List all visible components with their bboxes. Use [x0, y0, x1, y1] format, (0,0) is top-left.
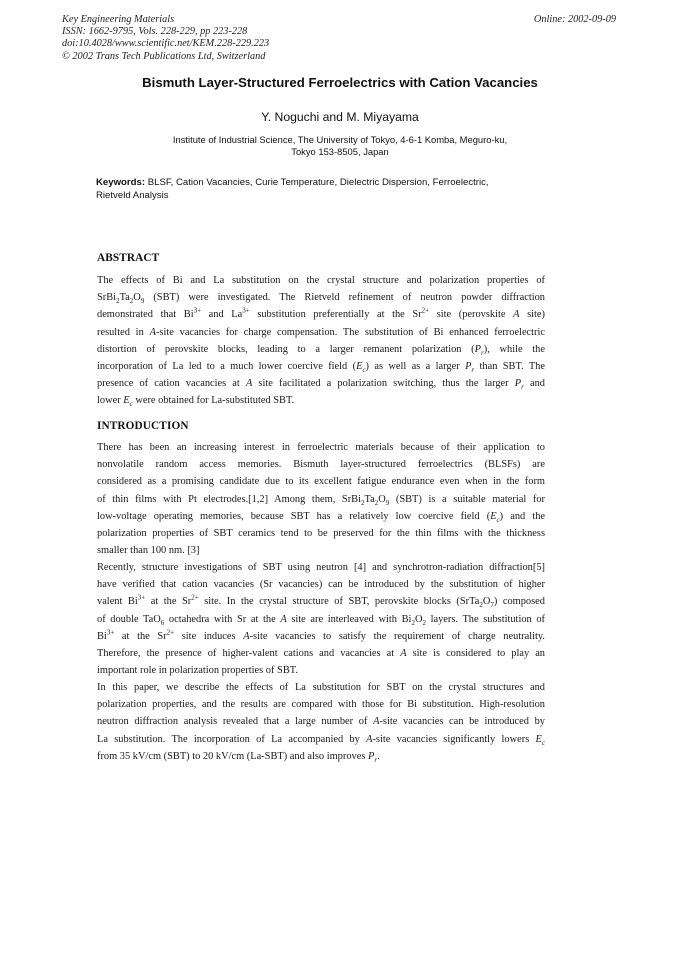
journal-name: Key Engineering Materials — [62, 14, 175, 25]
paper-title: Bismuth Layer-Structured Ferroelectrics with Cation Vacancies — [142, 75, 538, 90]
introduction-paragraph-1: There has been an increasing interest in ferroelectric materials because of their application to nonvolatile random access memories. Bismuth layer-structured ferroelectrics (BLSFs) are considered as a promising candidate due to its excellent fatigue endurance even when in the form of thin films with Pt electrodes.[1,2] Among them, $SrBi_2Ta_2O_9$ (SBT) is a suitable material for low-voltage operating memories, because SBT has a relatively low coercive field $(E_c)$ and the polarization properties of SBT ceramics tend to be preserved for the thin films with the thickness smaller than 100 nm. [3] — [97, 442, 545, 557]
keywords-label: Keywords: — [96, 177, 146, 188]
journal-header — [62, 14, 269, 63]
introduction-heading: INTRODUCTION — [97, 420, 189, 432]
journal-doi: doi:10.4028/www.scientific.net/KEM.228-229.223 — [62, 38, 270, 50]
abstract-paragraph: The effects of Bi and La substitution on the crystal structure and polarization properties of $SrBi_2Ta_2O_9$ (SBT) were investigated. The Rietveld refinement of neutron powder diffraction demonstrated that $Bi^{3+}$ and $La^{3+}$ substitution preferentially at the $Sr^{2+}$ site (perovskite A site) resulted in A-site vacancies for charge compensation. The substitution of Bi enhanced ferroelectric distortion of perovskite blocks, leading to a larger remanent polarization $(P_r)$, while the incorporation of La led to a much lower coercive field $(E_c)$ as well as a larger $P_r$ than SBT. The presence of cation vacancies at A site facilitated a polarization switching, thus the larger $P_r$ and lower $E_c$ were obtained for La-substituted SBT. — [97, 275, 545, 409]
journal-copyright: © 2002 Trans Tech Publications Ltd, Switzerland — [62, 50, 266, 62]
keywords — [96, 177, 586, 202]
affiliation-line-1: Institute of Industrial Science, The University of Tokyo, 4-6-1 Komba, Meguro-ku, — [172, 134, 508, 145]
introduction-paragraph-3: In this paper, we describe the effects of La substitution for SBT on the crystal structures and polarization properties, and the results are compared with those for Bi substitution. High-resolution neutron diffraction analysis revealed that a large number of A-site vacancies can be introduced by La substitution. The incorporation of La accompanied by A-site vacancies significantly lowers $E_c$ from 35 kV/cm (SBT) to 20 kV/cm (La-SBT) and also improves $P_r$. — [97, 682, 545, 764]
paper-authors: Y. Noguchi and M. Miyayama — [261, 110, 419, 124]
affiliation — [110, 134, 570, 158]
online-date: Online: 2002-09-09 — [533, 14, 616, 25]
keywords-line-2: Rietveld Analysis — [96, 189, 169, 201]
introduction-paragraph-2: Recently, structure investigations of SBT using neutron [4] and synchrotron-radiation diffraction[5] have verified that cation vacancies (Sr vacancies) can be introduced by the substitution of higher valent $Bi^{3+}$ at the $Sr^{2+}$ site. In the crystal structure of SBT, perovskite blocks $(SrTa_2O_7)$ composed of double TaO$_6$ octahedra with Sr at the A site are interleaved with $Bi_2O_2$ layers. The substitution of $Bi^{3+}$ at the $Sr^{2+}$ site induces A-site vacancies to satisfy the requirement of charge neutrality. Therefore, the presence of higher-valent cations and vacancies at A site is considered to play an important role in polarization properties of SBT. — [97, 562, 545, 677]
journal-issn: ISSN: 1662-9795, Vols. 228-229, pp 223-228 — [62, 26, 248, 38]
abstract-heading: ABSTRACT — [97, 252, 160, 264]
keywords-line-1: BLSF, Cation Vacancies, Curie Temperature, Dielectric Dispersion, Ferroelectric, — [145, 177, 489, 188]
affiliation-line-2: Tokyo 153-8505, Japan — [291, 146, 389, 157]
